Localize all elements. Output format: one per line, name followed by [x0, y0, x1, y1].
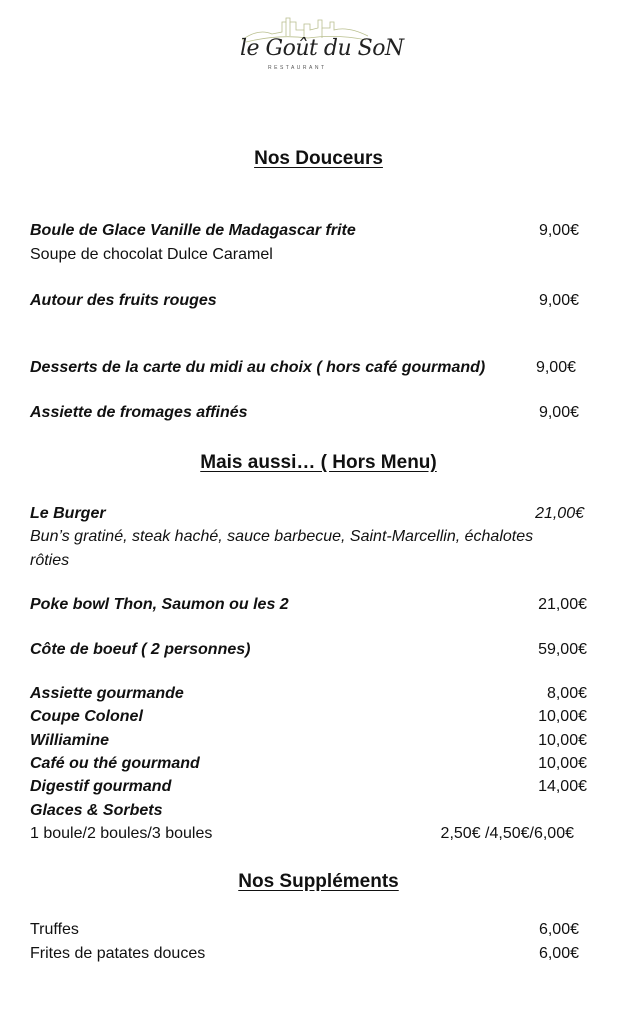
menu-item-name: Le Burger — [30, 505, 106, 522]
menu-item-name: Assiette de fromages affinés — [30, 404, 248, 421]
menu-item-price: 10,00€ — [538, 708, 587, 725]
menu-item-name: Café ou thé gourmand — [30, 755, 200, 772]
section-title-hors-menu: Mais aussi… ( Hors Menu) — [200, 452, 437, 473]
logo-subtitle: RESTAURANT — [268, 65, 327, 71]
menu-item-price: 59,00€ — [538, 641, 587, 658]
menu-item-price: 9,00€ — [538, 222, 579, 239]
menu-item-price: 9,00€ — [538, 292, 579, 309]
menu-item-name: Boule de Glace Vanille de Madagascar frite — [30, 222, 356, 239]
menu-item-name: Glaces & Sorbets — [30, 802, 163, 819]
menu-item-name: Digestif gourmand — [30, 778, 172, 795]
menu-item-price: 14,00€ — [538, 778, 587, 795]
menu-item-price: 9,00€ — [535, 359, 576, 376]
menu-item-name: Autour des fruits rouges — [30, 292, 217, 309]
menu-item-name: Frites de patates douces — [30, 945, 206, 962]
logo-wordmark: le Goût du SoN — [240, 36, 404, 61]
menu-item-description: rôties — [30, 552, 70, 569]
menu-item-description: Bun’s gratiné, steak haché, sauce barbecue, Saint-Marcellin, échalotes — [30, 528, 534, 545]
menu-item-name: Coupe Colonel — [30, 708, 143, 725]
menu-item-price: 21,00€ — [535, 505, 584, 522]
menu-item-name: Desserts de la carte du midi au choix ( hors café gourmand) — [30, 359, 486, 376]
menu-item-price: 2,50€ /4,50€/6,00€ — [440, 825, 574, 842]
menu-item-name: Poke bowl Thon, Saumon ou les 2 — [30, 596, 289, 613]
menu-item-description: Soupe de chocolat Dulce Caramel — [30, 246, 273, 263]
menu-item-price: 8,00€ — [546, 685, 587, 702]
menu-item-price: 21,00€ — [538, 596, 587, 613]
menu-item-name: Assiette gourmande — [30, 685, 184, 702]
section-title-supplements: Nos Suppléments — [238, 871, 399, 892]
menu-item-price: 10,00€ — [538, 732, 587, 749]
menu-item-name: Williamine — [30, 732, 109, 749]
menu-item-price: 6,00€ — [538, 945, 579, 962]
section-title-douceurs: Nos Douceurs — [254, 148, 383, 169]
menu-item-price: 10,00€ — [538, 755, 587, 772]
menu-item-description: 1 boule/2 boules/3 boules — [30, 825, 213, 842]
restaurant-logo — [238, 14, 404, 76]
menu-item-price: 6,00€ — [538, 921, 579, 938]
menu-item-name: Truffes — [30, 921, 79, 938]
menu-item-name: Côte de boeuf ( 2 personnes) — [30, 641, 251, 658]
menu-item-price: 9,00€ — [538, 404, 579, 421]
